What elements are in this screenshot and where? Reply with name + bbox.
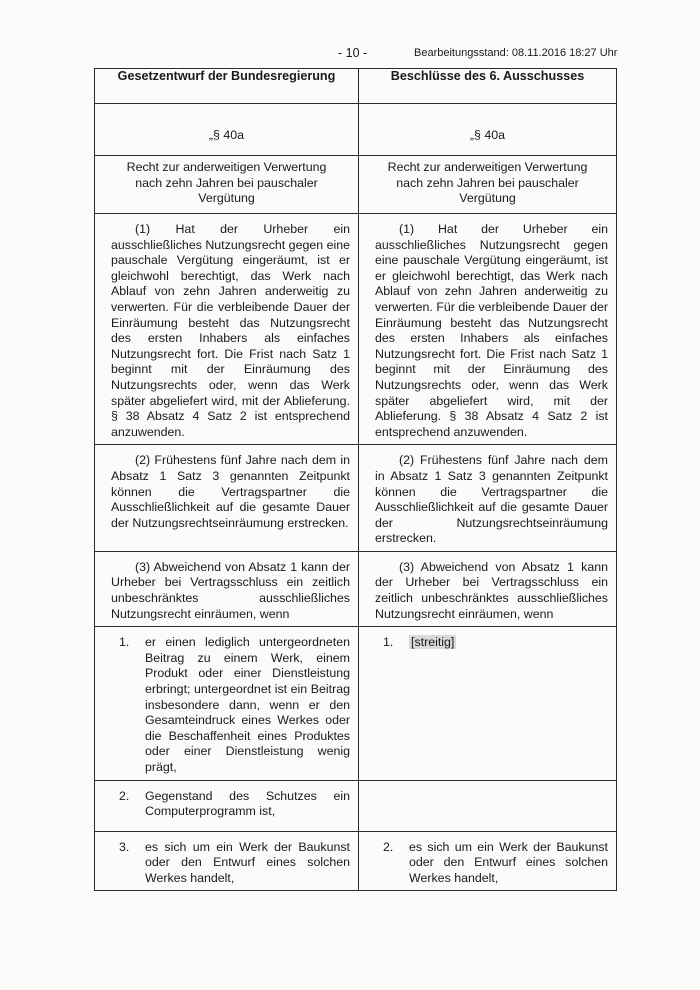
item-number: 2. bbox=[383, 839, 394, 854]
item-number: 3. bbox=[119, 839, 130, 854]
right-cell bbox=[359, 445, 617, 552]
table-row bbox=[95, 831, 617, 891]
left-cell bbox=[95, 780, 359, 831]
table-row bbox=[95, 156, 617, 214]
item-number: 1. bbox=[119, 635, 130, 650]
right-cell bbox=[359, 156, 617, 214]
item-text: er einen lediglich untergeordneten Beitrag zu einem Werk, einem Produkt oder einer Dienstleistung erbringt; untergeordnet ist ein Beitrag insbesondere dann, wenn er den Gesamteindruck eines Werkes oder die Beschaffenheit eines Produktes oder einer Dienstleistung wenig prägt, bbox=[145, 635, 350, 774]
paragraph-text: (2) Frühestens fünf Jahre nach dem in Absatz 1 Satz 3 genannten Zeitpunkt können die Vertragspartner die Ausschließlichkeit auf die gesamte Dauer der Nutzungsrechtseinräumung erstrecken. bbox=[375, 453, 608, 546]
table-row bbox=[95, 445, 617, 552]
left-cell bbox=[95, 214, 359, 445]
left-cell bbox=[95, 156, 359, 214]
right-cell bbox=[359, 627, 617, 780]
section-title: Recht zur anderweitigen Verwertung nach zehn Jahren bei pauschaler Vergütung bbox=[126, 160, 327, 206]
list-item bbox=[359, 832, 616, 891]
paragraph-text: (1) Hat der Urheber ein ausschließliches Nutzungsrecht gegen eine pauschale Vergütung eingeräumt, ist er gleichwohl berechtigt, das Werk nach Ablauf von zehn Jahren anderweitig zu verwerten. Für die verbleibende Dauer der Einräumung besteht das Nutzungsrecht des ersten Inhabers als einfaches Nutzungsrecht fort. Die Frist nach Satz 1 beginnt mit der Einräumung des Nutzungsrechts oder, wenn das Werk später abgeliefert wird, mit der Ablieferung. § 38 Absatz 4 Satz 2 ist entsprechend anzuwenden. bbox=[111, 222, 351, 439]
list-item bbox=[95, 781, 358, 824]
item-text: es sich um ein Werk der Baukunst oder den Entwurf eines solchen Werkes handelt, bbox=[409, 839, 608, 885]
item-text: Gegenstand des Schutzes ein Computerprogramm ist, bbox=[145, 788, 350, 819]
paragraph-text: (3) Abweichend von Absatz 1 kann der Urheber bei Vertragsschluss ein zeitlich unbeschränktes ausschließliches Nutzungsrecht einräumen, wenn bbox=[375, 559, 608, 621]
section-title: Recht zur anderweitigen Verwertung nach zehn Jahren bei pauschaler Vergütung bbox=[387, 160, 588, 206]
disputed-marker: [streitig] bbox=[411, 635, 455, 650]
left-cell bbox=[95, 627, 359, 780]
column-header-row bbox=[95, 69, 617, 104]
paragraph-text: (1) Hat der Urheber ein ausschließliches Nutzungsrecht gegen eine pauschale Vergütung eingeräumt, ist er gleichwohl berechtigt, das Werk nach Ablauf von zehn Jahren anderweitig zu verwerten. Für die verbleibende Dauer der Einräumung besteht das Nutzungsrecht des ersten Inhabers als einfaches Nutzungsrecht fort. Die Frist nach Satz 1 beginnt mit der Einräumung des Nutzungsrechts oder, wenn das Werk später abgeliefert wird, mit der Ablieferung. § 38 Absatz 4 Satz 2 ist entsprechend anzuwenden. bbox=[375, 222, 608, 439]
list-item bbox=[95, 832, 358, 891]
left-cell bbox=[95, 551, 359, 626]
right-cell bbox=[359, 551, 617, 626]
paragraph-number: „§ 40a bbox=[469, 128, 506, 142]
table-row bbox=[95, 780, 617, 831]
table-row bbox=[95, 551, 617, 626]
paragraph-number: „§ 40a bbox=[208, 128, 245, 142]
item-text: es sich um ein Werk der Baukunst oder den Entwurf eines solchen Werkes handelt, bbox=[145, 839, 350, 885]
left-cell bbox=[95, 445, 359, 552]
table-row bbox=[95, 214, 617, 445]
right-cell bbox=[359, 214, 617, 445]
paragraph-text: (2) Frühestens fünf Jahre nach dem in Absatz 1 Satz 3 genannten Zeitpunkt können die Vertragspartner die Ausschließlichkeit auf die gesamte Dauer der Nutzungsrechtseinräumung erstrecken. bbox=[111, 453, 350, 530]
synopsis-table bbox=[94, 68, 617, 891]
edit-status: Bearbeitungsstand: 08.11.2016 18:27 Uhr bbox=[414, 47, 618, 59]
page-header bbox=[0, 46, 700, 62]
page-number: - 10 - bbox=[338, 46, 368, 60]
paragraph-text: (3) Abweichend von Absatz 1 kann der Urheber bei Vertragsschluss ein zeitlich unbeschränktes ausschließliches Nutzungsrecht einräumen, wenn bbox=[111, 559, 350, 621]
right-cell bbox=[359, 104, 617, 156]
item-number: 1. bbox=[383, 635, 394, 650]
right-cell bbox=[359, 780, 617, 831]
column-header-left: Gesetzentwurf der Bundesregierung bbox=[95, 69, 359, 104]
item-number: 2. bbox=[119, 788, 130, 803]
table-row bbox=[95, 627, 617, 780]
column-header-right: Beschlüsse des 6. Ausschusses bbox=[359, 69, 617, 104]
list-item bbox=[359, 627, 616, 655]
table-row bbox=[95, 104, 617, 156]
left-cell bbox=[95, 831, 359, 891]
list-item bbox=[95, 627, 358, 779]
right-cell bbox=[359, 831, 617, 891]
left-cell bbox=[95, 104, 359, 156]
